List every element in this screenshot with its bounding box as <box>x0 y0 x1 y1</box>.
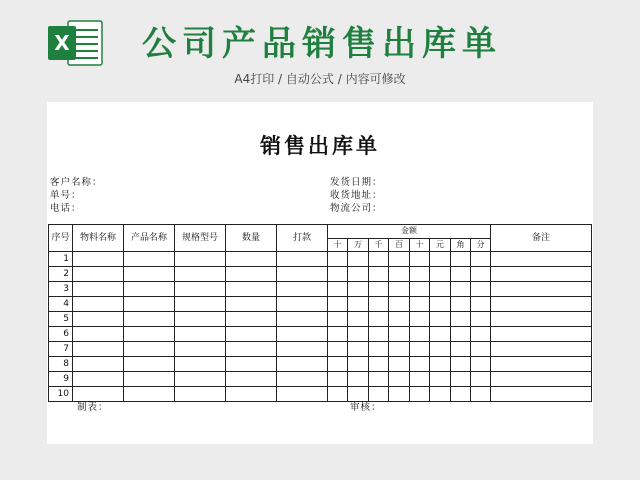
table-cell[interactable] <box>175 297 226 312</box>
banner-subtitle: A4打印 / 自动公式 / 内容可修改 <box>234 72 406 86</box>
table-cell[interactable] <box>369 357 389 372</box>
footer-maker-label: 制表： <box>77 402 109 413</box>
table-cell[interactable] <box>491 357 592 372</box>
table-cell[interactable] <box>491 297 592 312</box>
table-cell[interactable] <box>175 252 226 267</box>
table-cell[interactable] <box>277 267 328 282</box>
header-note: 备注 <box>491 225 592 252</box>
table-cell[interactable] <box>348 372 369 387</box>
table-cell[interactable] <box>451 342 471 357</box>
field-ship-date: 发货日期： <box>330 177 383 188</box>
table-cell[interactable] <box>430 357 451 372</box>
table-cell[interactable] <box>226 342 277 357</box>
table-cell[interactable] <box>277 297 328 312</box>
table-cell[interactable] <box>124 267 175 282</box>
table-cell[interactable] <box>410 297 430 312</box>
table-cell[interactable] <box>348 312 369 327</box>
table-cell[interactable] <box>491 312 592 327</box>
table-cell[interactable] <box>348 342 369 357</box>
table-cell[interactable] <box>175 357 226 372</box>
table-cell[interactable] <box>369 297 389 312</box>
table-row <box>49 342 592 357</box>
table-cell[interactable] <box>73 372 124 387</box>
table-cell[interactable] <box>124 372 175 387</box>
row-number: 8 <box>49 357 73 372</box>
row-number: 5 <box>49 312 73 327</box>
header-product: 产品名称 <box>124 225 175 252</box>
header-discount: 打款 <box>277 225 328 252</box>
table-cell[interactable] <box>491 372 592 387</box>
table-cell[interactable] <box>471 252 491 267</box>
table-cell[interactable] <box>226 387 277 402</box>
table-cell[interactable] <box>175 282 226 297</box>
table-cell[interactable] <box>430 327 451 342</box>
table-cell[interactable] <box>73 267 124 282</box>
table-cell[interactable] <box>277 327 328 342</box>
amount-unit: 分 <box>471 238 491 252</box>
banner <box>0 0 640 100</box>
table-cell[interactable] <box>491 387 592 402</box>
table-cell[interactable] <box>328 312 348 327</box>
table-cell[interactable] <box>430 297 451 312</box>
table-cell[interactable] <box>124 312 175 327</box>
table-cell[interactable] <box>226 312 277 327</box>
table-cell[interactable] <box>451 357 471 372</box>
amount-unit: 十 <box>328 238 348 252</box>
field-order-number: 单号： <box>50 190 82 201</box>
table-cell[interactable] <box>451 312 471 327</box>
table-cell[interactable] <box>410 372 430 387</box>
table-cell[interactable] <box>369 327 389 342</box>
table-cell[interactable] <box>277 357 328 372</box>
table-cell[interactable] <box>124 387 175 402</box>
header-material: 物料名称 <box>73 225 124 252</box>
table-cell[interactable] <box>471 312 491 327</box>
table-cell[interactable] <box>451 372 471 387</box>
table-cell[interactable] <box>451 297 471 312</box>
table-cell[interactable] <box>175 342 226 357</box>
table-row <box>49 267 592 282</box>
table-cell[interactable] <box>471 387 491 402</box>
table-cell[interactable] <box>389 327 410 342</box>
excel-logo-icon <box>46 18 104 68</box>
table-cell[interactable] <box>471 372 491 387</box>
table-cell[interactable] <box>471 327 491 342</box>
table-cell[interactable] <box>175 312 226 327</box>
row-number: 1 <box>49 252 73 267</box>
table-cell[interactable] <box>451 252 471 267</box>
table-cell[interactable] <box>328 372 348 387</box>
document-sheet <box>47 102 593 444</box>
table-cell[interactable] <box>369 252 389 267</box>
table-cell[interactable] <box>471 282 491 297</box>
table-cell[interactable] <box>471 297 491 312</box>
table-cell[interactable] <box>491 327 592 342</box>
table-cell[interactable] <box>348 327 369 342</box>
table-cell[interactable] <box>430 312 451 327</box>
table-cell[interactable] <box>348 357 369 372</box>
amount-unit: 角 <box>451 238 471 252</box>
logo-letter: X <box>54 31 70 55</box>
table-cell[interactable] <box>491 342 592 357</box>
table-row <box>49 387 592 402</box>
table-header-row <box>49 225 592 239</box>
table-cell[interactable] <box>124 327 175 342</box>
table-row <box>49 372 592 387</box>
row-number: 2 <box>49 267 73 282</box>
table-cell[interactable] <box>277 282 328 297</box>
table-cell[interactable] <box>226 297 277 312</box>
items-table <box>48 224 592 402</box>
table-cell[interactable] <box>226 267 277 282</box>
header-quantity: 数量 <box>226 225 277 252</box>
table-cell[interactable] <box>430 252 451 267</box>
table-cell[interactable] <box>328 297 348 312</box>
table-cell[interactable] <box>73 252 124 267</box>
table-cell[interactable] <box>328 342 348 357</box>
amount-unit: 十 <box>410 238 430 252</box>
table-row <box>49 327 592 342</box>
table-cell[interactable] <box>451 387 471 402</box>
table-cell[interactable] <box>410 267 430 282</box>
table-cell[interactable] <box>471 357 491 372</box>
table-cell[interactable] <box>73 342 124 357</box>
table-cell[interactable] <box>369 342 389 357</box>
table-cell[interactable] <box>328 387 348 402</box>
table-cell[interactable] <box>430 282 451 297</box>
table-cell[interactable] <box>451 282 471 297</box>
table-cell[interactable] <box>328 267 348 282</box>
table-row <box>49 312 592 327</box>
field-customer-name: 客户名称： <box>50 177 103 188</box>
table-cell[interactable] <box>328 282 348 297</box>
document-title: 销售出库单 <box>260 134 380 158</box>
table-cell[interactable] <box>328 357 348 372</box>
table-cell[interactable] <box>226 372 277 387</box>
table-cell[interactable] <box>277 342 328 357</box>
table-cell[interactable] <box>410 312 430 327</box>
table-cell[interactable] <box>226 357 277 372</box>
table-cell[interactable] <box>328 252 348 267</box>
header-seq: 序号 <box>49 225 73 252</box>
table-cell[interactable] <box>471 342 491 357</box>
table-cell[interactable] <box>451 327 471 342</box>
table-cell[interactable] <box>389 297 410 312</box>
table-cell[interactable] <box>226 252 277 267</box>
table-cell[interactable] <box>124 282 175 297</box>
amount-unit: 百 <box>389 238 410 252</box>
row-number: 9 <box>49 372 73 387</box>
table-cell[interactable] <box>369 372 389 387</box>
table-cell[interactable] <box>491 282 592 297</box>
table-cell[interactable] <box>226 282 277 297</box>
table-cell[interactable] <box>277 252 328 267</box>
table-cell[interactable] <box>369 282 389 297</box>
table-cell[interactable] <box>451 267 471 282</box>
row-number: 4 <box>49 297 73 312</box>
table-cell[interactable] <box>369 267 389 282</box>
table-cell[interactable] <box>328 327 348 342</box>
row-number: 6 <box>49 327 73 342</box>
table-cell[interactable] <box>124 252 175 267</box>
table-cell[interactable] <box>389 267 410 282</box>
table-cell[interactable] <box>175 372 226 387</box>
table-cell[interactable] <box>389 372 410 387</box>
table-cell[interactable] <box>410 282 430 297</box>
table-cell[interactable] <box>389 387 410 402</box>
table-cell[interactable] <box>430 372 451 387</box>
row-number: 10 <box>49 387 73 402</box>
table-cell[interactable] <box>226 327 277 342</box>
header-amount: 金额 <box>328 225 491 239</box>
table-cell[interactable] <box>73 297 124 312</box>
table-row <box>49 252 592 267</box>
table-cell[interactable] <box>410 342 430 357</box>
table-cell[interactable] <box>389 252 410 267</box>
amount-unit: 千 <box>369 238 389 252</box>
table-cell[interactable] <box>430 267 451 282</box>
table-cell[interactable] <box>410 327 430 342</box>
table-cell[interactable] <box>410 357 430 372</box>
table-cell[interactable] <box>369 312 389 327</box>
field-phone: 电话： <box>50 203 82 214</box>
table-row <box>49 297 592 312</box>
table-cell[interactable] <box>491 267 592 282</box>
table-cell[interactable] <box>491 252 592 267</box>
table-cell[interactable] <box>175 327 226 342</box>
table-cell[interactable] <box>277 312 328 327</box>
table-cell[interactable] <box>348 267 369 282</box>
table-cell[interactable] <box>175 267 226 282</box>
table-cell[interactable] <box>410 387 430 402</box>
table-cell[interactable] <box>277 387 328 402</box>
table-cell[interactable] <box>389 357 410 372</box>
table-cell[interactable] <box>410 252 430 267</box>
table-cell[interactable] <box>430 342 451 357</box>
table-cell[interactable] <box>124 342 175 357</box>
field-logistics-company: 物流公司： <box>330 203 383 214</box>
table-cell[interactable] <box>124 357 175 372</box>
row-number: 7 <box>49 342 73 357</box>
table-cell[interactable] <box>73 282 124 297</box>
table-row <box>49 357 592 372</box>
row-number: 3 <box>49 282 73 297</box>
table-cell[interactable] <box>73 357 124 372</box>
table-cell[interactable] <box>175 387 226 402</box>
table-cell[interactable] <box>471 267 491 282</box>
table-cell[interactable] <box>348 282 369 297</box>
table-cell[interactable] <box>389 342 410 357</box>
amount-unit: 万 <box>348 238 369 252</box>
table-cell[interactable] <box>430 387 451 402</box>
footer-auditor-label: 审核： <box>350 402 382 413</box>
table-cell[interactable] <box>348 252 369 267</box>
table-cell[interactable] <box>277 372 328 387</box>
table-cell[interactable] <box>124 297 175 312</box>
header-spec: 规格型号 <box>175 225 226 252</box>
amount-unit: 元 <box>430 238 451 252</box>
table-row <box>49 282 592 297</box>
table-cell[interactable] <box>73 327 124 342</box>
table-cell[interactable] <box>73 312 124 327</box>
table-cell[interactable] <box>389 282 410 297</box>
table-cell[interactable] <box>389 312 410 327</box>
field-delivery-address: 收货地址： <box>330 190 383 201</box>
table-cell[interactable] <box>348 297 369 312</box>
banner-title: 公司产品销售出库单 <box>142 24 502 64</box>
